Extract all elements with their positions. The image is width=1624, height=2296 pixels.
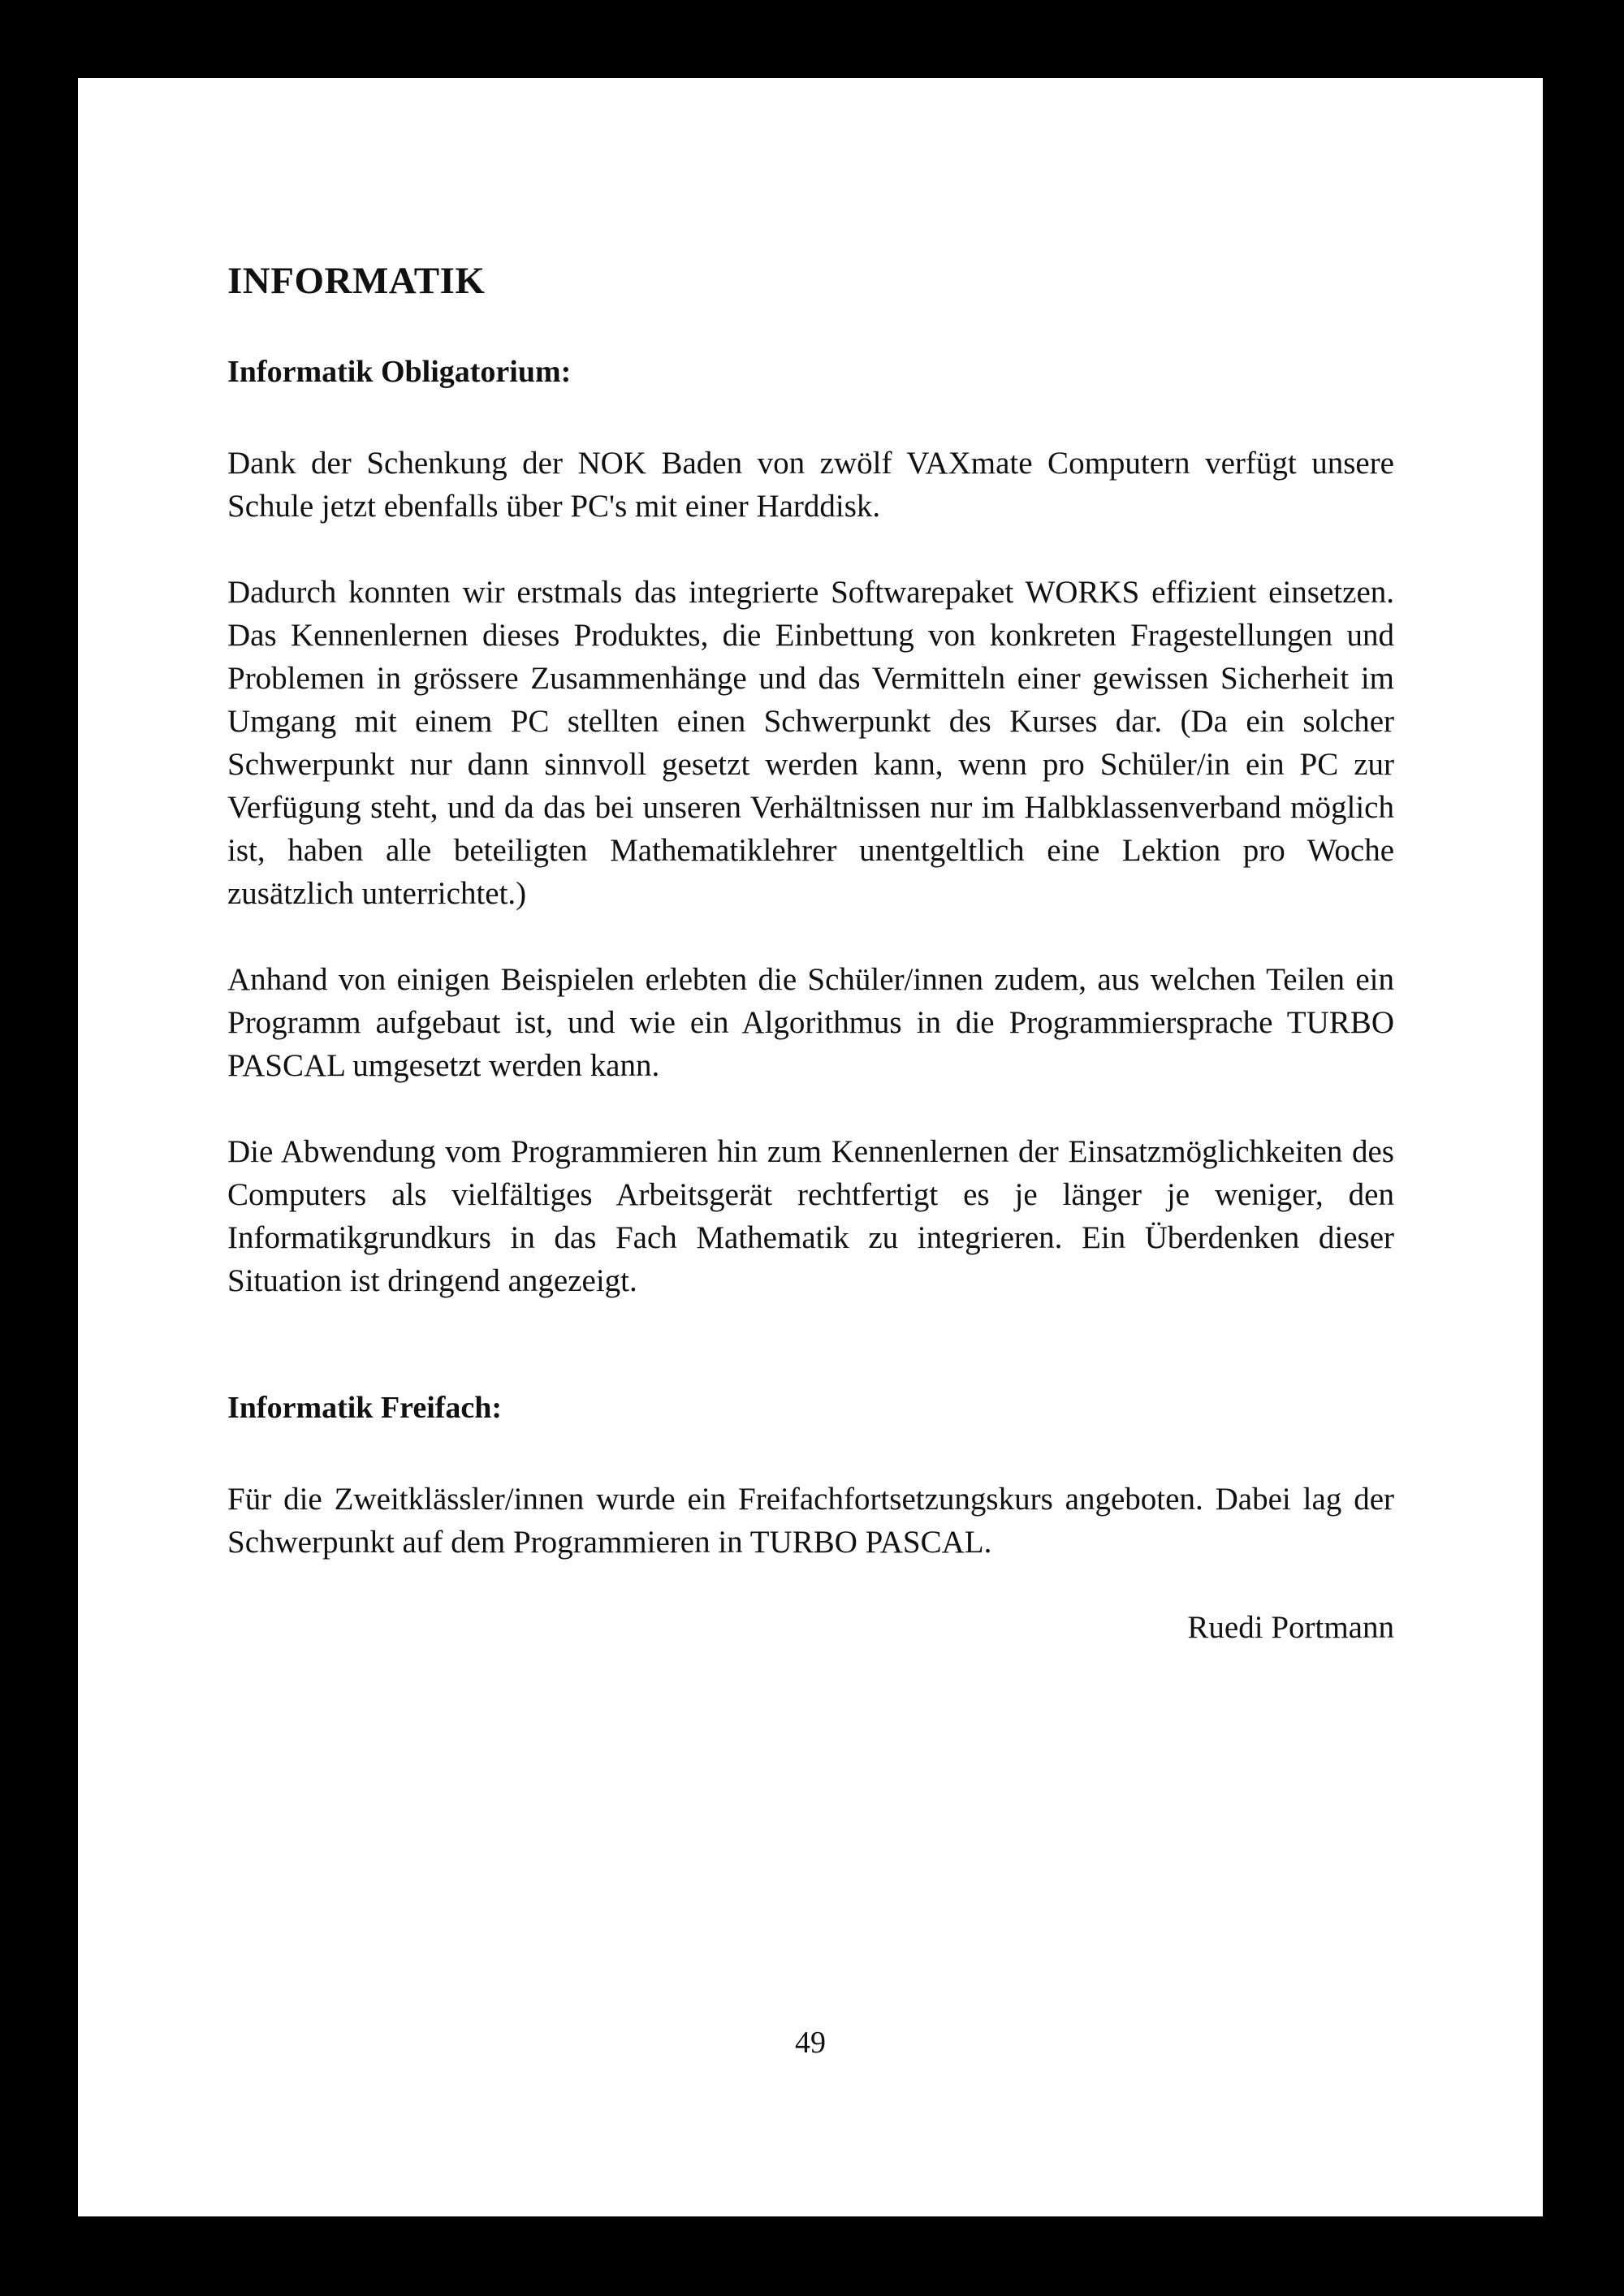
author-signature: Ruedi Portmann <box>1187 1609 1394 1645</box>
paragraph-schenkung: Dank der Schenkung der NOK Baden von zwölf VAXmate Computern verfügt unsere Schule jetzt ebenfalls über PC's mit einer Harddisk. <box>227 445 1394 524</box>
paragraph-abwendung: Die Abwendung vom Programmieren hin zum Kennenlernen der Einsatzmöglichkeiten des Computers als vielfältiges Arbeitsgerät rechtfertigt es je länger je weniger, den Informatikgrundkurs in das Fach Mathematik zu integrieren. Ein Überdenken dieser Situation ist dringend angezeigt. <box>227 1133 1394 1298</box>
document-title: INFORMATIK <box>227 260 486 302</box>
section-heading-obligatorium: Informatik Obligatorium: <box>227 355 572 390</box>
document-page <box>78 78 1543 2216</box>
paragraph-programm: Anhand von einigen Beispielen erlebten die Schüler/innen zudem, aus welchen Teilen ein Programm aufgebaut ist, und wie ein Algorithmus in die Programmiersprache TURBO PASCAL umgesetzt werden kann. <box>227 961 1394 1083</box>
document-content <box>227 258 1394 1649</box>
paragraph-works: Dadurch konnten wir erstmals das integrierte Softwarepaket WORKS effizient einsetzen. Das Kennenlernen dieses Produktes, die Einbettung von konkreten Fragestellungen und Problemen in grössere Zusammenhänge und das Vermitteln einer gewissen Sicherheit im Umgang mit einem PC stellten einen Schwerpunkt des Kurses dar. (Da ein solcher Schwerpunkt nur dann sinnvoll gesetzt werden kann, wenn pro Schüler/in ein PC zur Verfügung steht, und da das bei unseren Verhältnissen nur im Halbklassenverband möglich ist, haben alle beteiligten Mathematiklehrer unentgeltlich eine Lektion pro Woche zusätzlich unterrichtet.) <box>227 574 1394 911</box>
section-heading-freifach: Informatik Freifach: <box>227 1390 503 1425</box>
page-number: 49 <box>795 2026 826 2060</box>
paragraph-freifach: Für die Zweitklässler/innen wurde ein Freifachfortsetzungskurs angeboten. Dabei lag der Schwerpunkt auf dem Programmieren in TURBO PASCAL. <box>227 1481 1394 1560</box>
